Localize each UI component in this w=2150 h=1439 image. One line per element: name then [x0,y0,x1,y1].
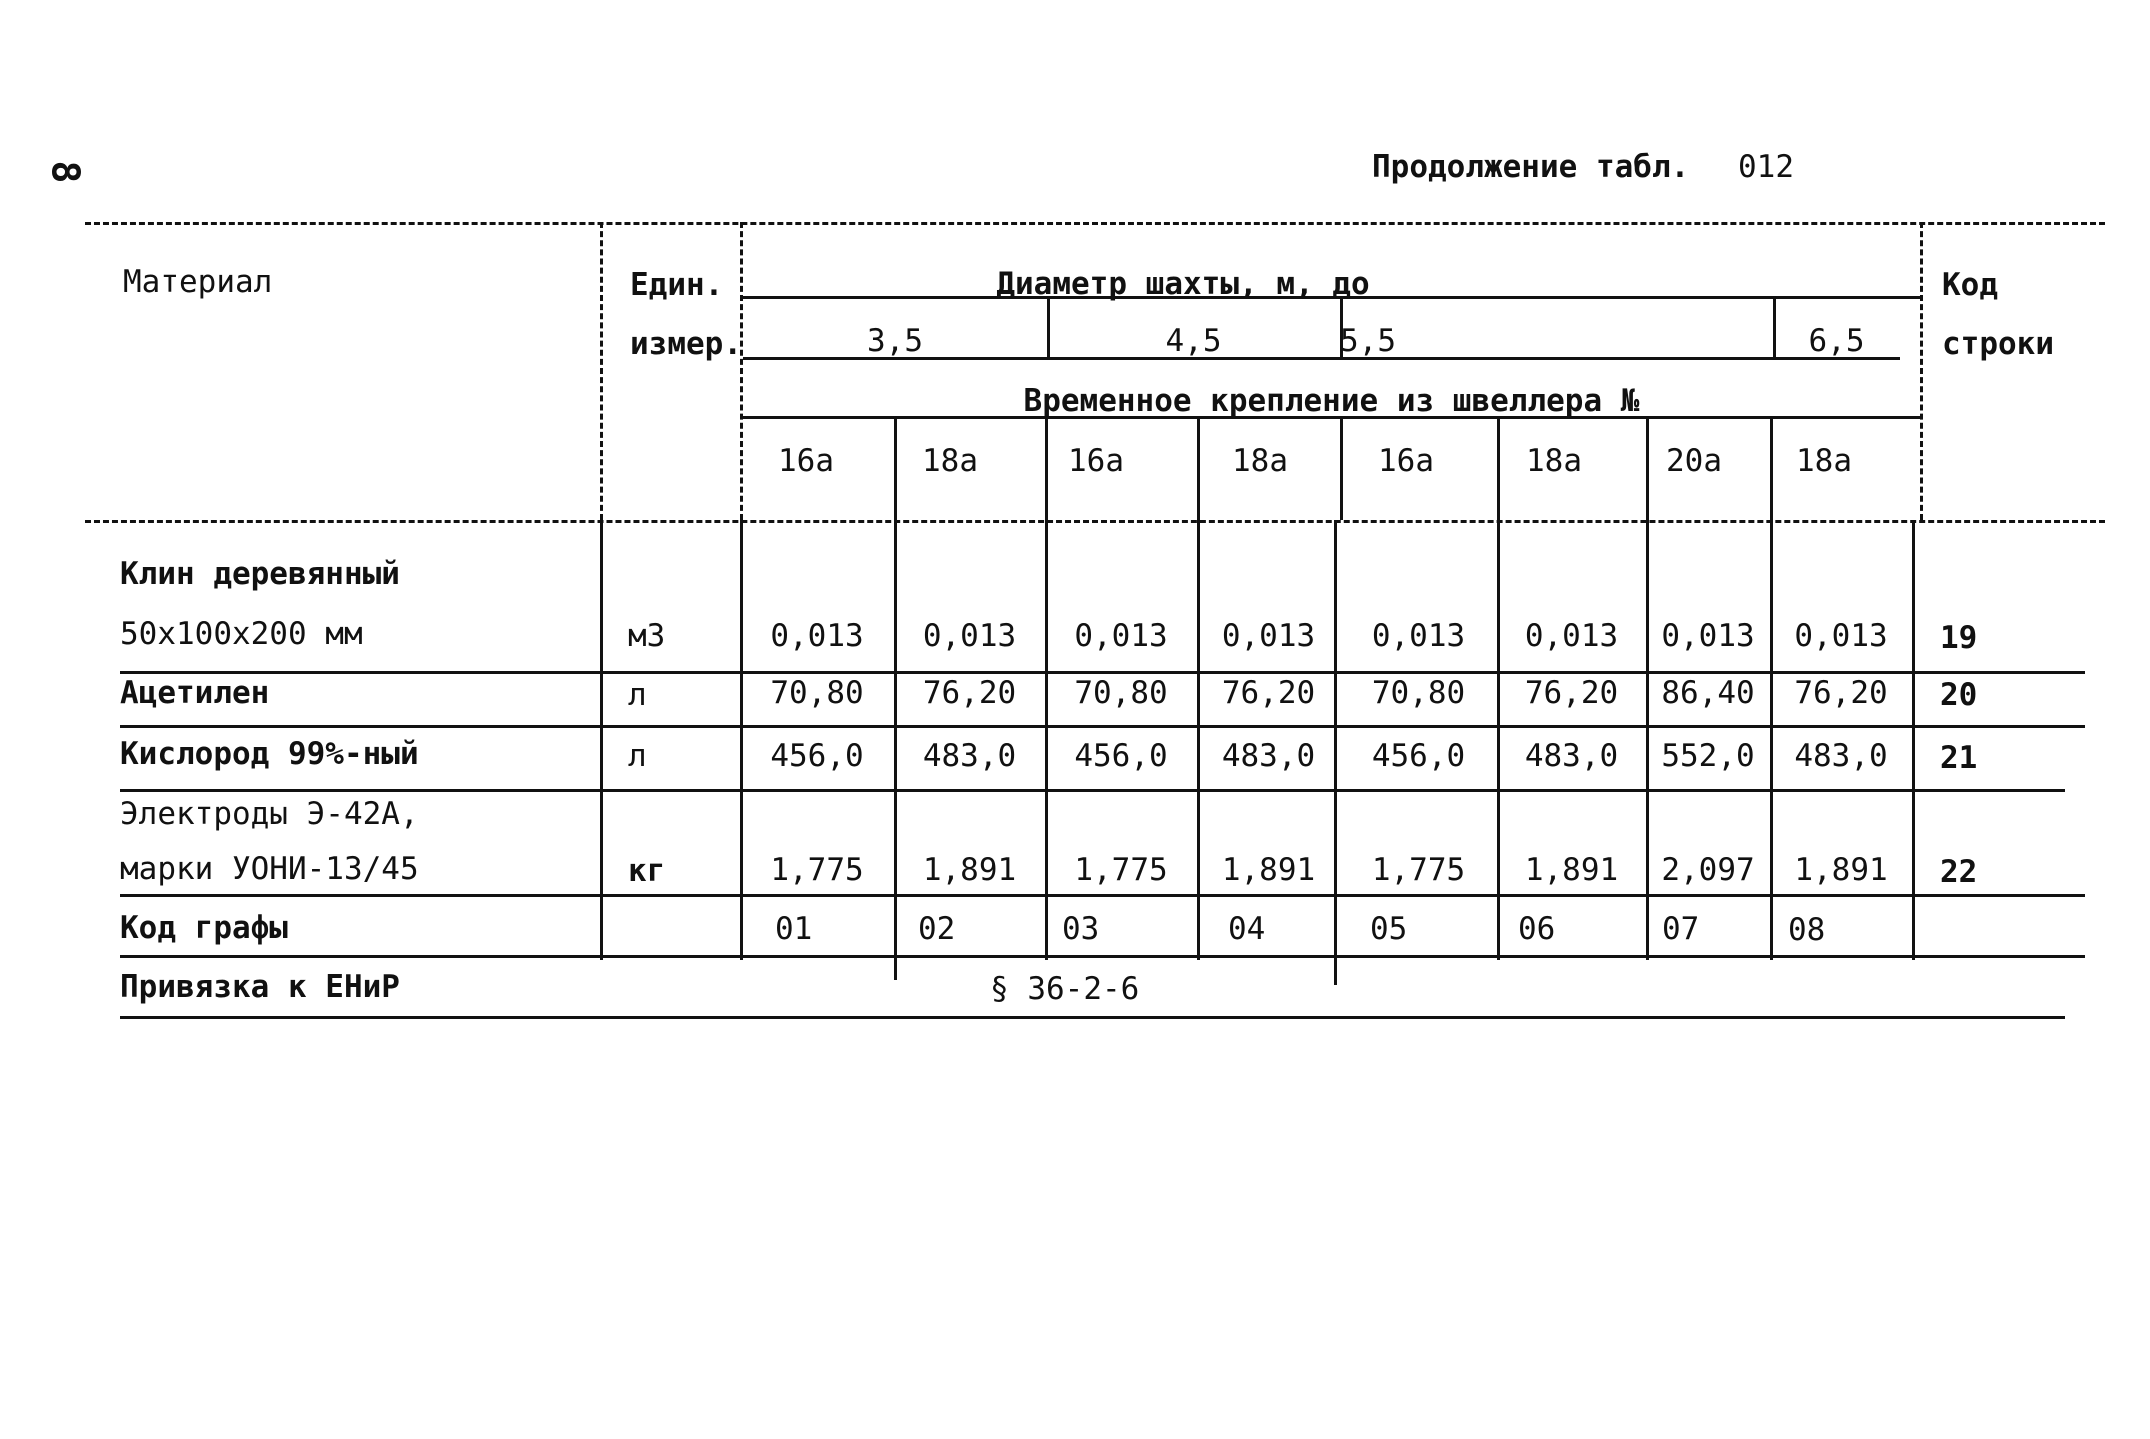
column-code: 03 [1062,911,1100,947]
row-value: 483,0 [1524,738,1619,774]
row-code: 19 [1940,620,1978,656]
row-value: 0,013 [770,618,864,654]
row-code: 22 [1940,854,1978,890]
channel-divider [1340,416,1343,520]
diameter-value: 6,5 [1808,323,1865,359]
reference-value: § 36-2-6 [990,971,1140,1007]
row-rule [120,725,2085,728]
channel-label: 18а [1526,443,1582,479]
row-value: 483,0 [922,738,1017,774]
row-value: 0,013 [922,618,1017,654]
row-value: 456,0 [770,738,864,774]
reference-label: Привязка к ЕНиР [120,969,400,1005]
row-unit: л [628,738,647,774]
row-code: 20 [1940,677,1978,713]
header-code-line1: Код [1942,267,1998,303]
row-unit: кг [628,853,666,889]
row-rule [120,789,2065,792]
row-rule [120,955,2085,958]
column-code: 02 [918,911,956,947]
channel-label: 16а [1068,443,1124,479]
header-material: Материал [123,264,273,300]
header-unit-line1: Един. [630,267,724,303]
channel-divider [1497,416,1500,520]
header-bottom-dashed-rule [85,520,2105,523]
table-continuation-caption: Продолжение табл. [1372,149,1690,185]
column-codes-label: Код графы [120,910,288,946]
row-value: 456,0 [1371,738,1466,774]
page-number-mark: 8 [43,160,88,184]
column-code: 04 [1228,911,1266,947]
header-diameter: Диаметр шахты, м, до [996,266,1370,302]
column-code: 08 [1788,912,1826,948]
row-value: 76,20 [1221,675,1316,711]
row-value: 1,891 [1794,852,1888,888]
channel-label: 16а [778,443,834,479]
row-unit: л [628,677,647,713]
table-number: 012 [1738,149,1794,185]
row-value: 0,013 [1221,618,1316,654]
row-value: 76,20 [1794,675,1888,711]
header-unit-line2: измер. [630,326,742,362]
row-material-name: Клин деревянный [120,556,400,592]
row-value: 1,775 [1371,852,1466,888]
column-code: 01 [775,911,813,947]
header-col-divider [1920,222,1923,520]
row-value: 483,0 [1221,738,1316,774]
column-code: 07 [1662,911,1700,947]
header-col-divider [600,222,603,520]
row-value: 76,20 [1524,675,1619,711]
channel-label: 20а [1666,443,1722,479]
row-value: 0,013 [1371,618,1466,654]
channel-divider [1045,416,1048,520]
channel-divider [1646,416,1649,520]
row-value: 0,013 [1794,618,1888,654]
row-unit: м3 [628,618,666,654]
row-value: 70,80 [1371,675,1466,711]
row-material-name: Кислород 99%-ный [120,736,419,772]
row-value: 552,0 [1661,738,1755,774]
row-material-name: Ацетилен [120,675,270,711]
table-top-dashed-rule [85,222,2105,225]
row-value: 1,891 [1524,852,1619,888]
row-value: 1,775 [1074,852,1168,888]
row-value: 86,40 [1661,675,1755,711]
row-material-name: марки УОНИ-13/45 [120,851,419,887]
channel-label: 18а [1232,443,1288,479]
diameter-value: 5,5 [1340,323,1396,359]
row-value: 1,775 [770,852,864,888]
table-bottom-rule [120,1016,2065,1019]
row-value: 70,80 [1074,675,1168,711]
column-code: 06 [1518,911,1556,947]
channel-divider [1197,416,1200,520]
column-code: 05 [1370,911,1408,947]
channel-label: 18а [1796,443,1852,479]
row-value: 0,013 [1074,618,1168,654]
row-value: 0,013 [1661,618,1755,654]
row-value: 76,20 [922,675,1017,711]
channel-label: 16а [1378,443,1434,479]
header-support: Временное крепление из швеллера № [1023,383,1640,419]
row-value: 1,891 [922,852,1017,888]
row-value: 456,0 [1074,738,1168,774]
channel-label: 18а [922,443,978,479]
header-code-line2: строки [1942,326,2054,362]
row-material-name: 50х100х200 мм [120,616,363,652]
row-rule [120,894,2085,897]
diameter-value: 3,5 [867,323,923,359]
row-material-name: Электроды Э-42А, [120,796,419,832]
channel-divider [894,416,897,520]
row-code: 21 [1940,740,1978,776]
row-value: 70,80 [770,675,864,711]
channel-divider [1770,416,1773,520]
row-value: 2,097 [1661,852,1755,888]
row-value: 483,0 [1794,738,1888,774]
row-value: 0,013 [1524,618,1619,654]
diameter-value: 4,5 [1165,323,1222,359]
row-value: 1,891 [1221,852,1316,888]
